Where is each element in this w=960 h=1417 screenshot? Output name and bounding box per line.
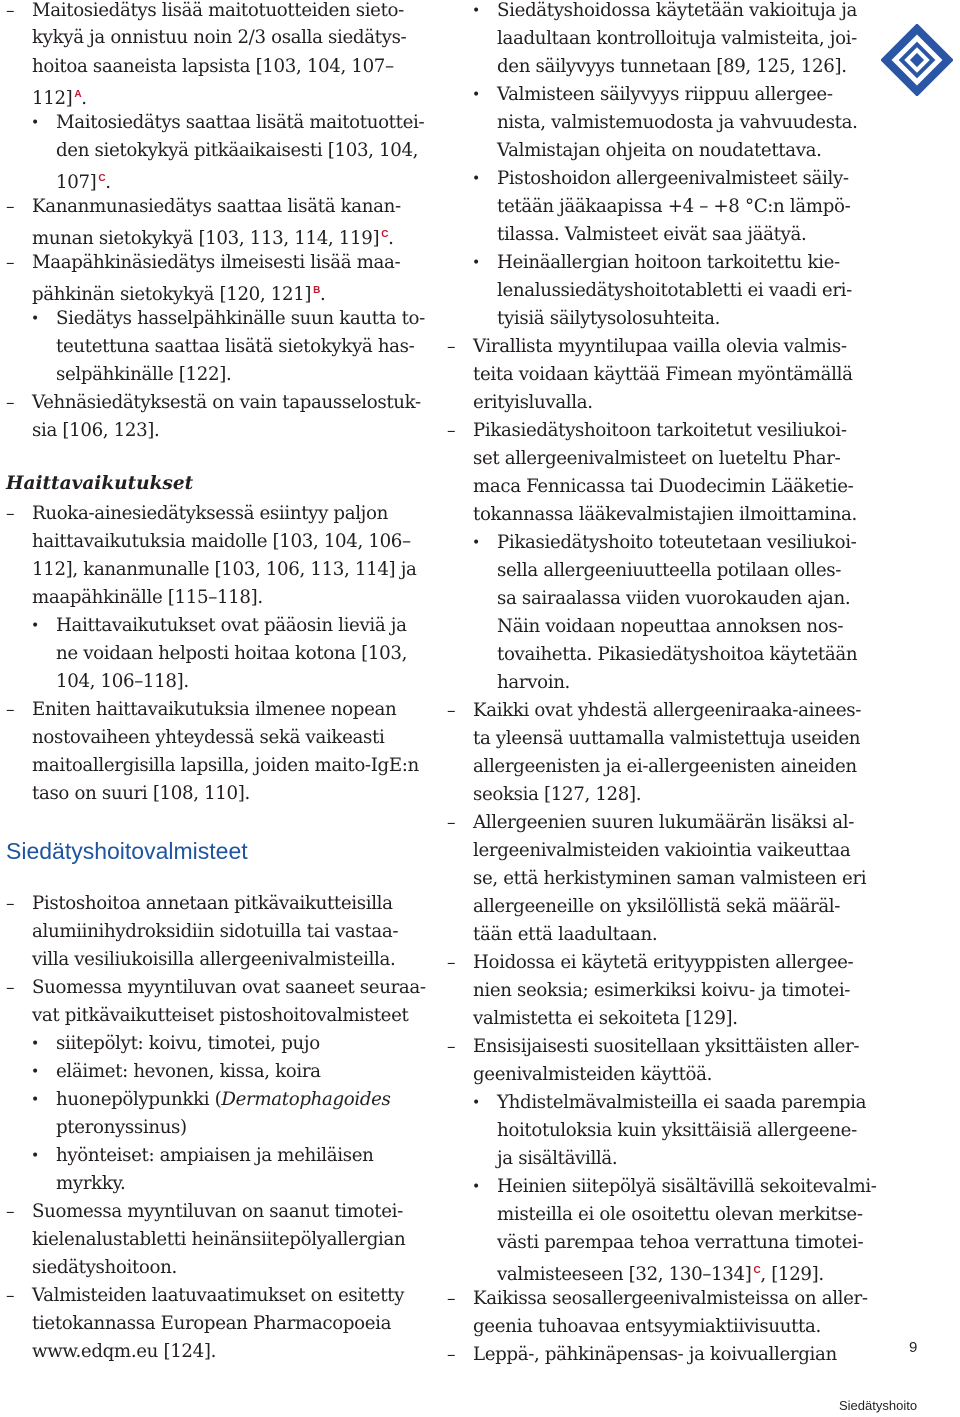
text-line: Pistoshoidon allergeenivalmisteet säily- [497, 168, 849, 189]
text-line: ne voidaan helposti hoitaa kotona [103, [56, 643, 408, 664]
dash-marker: – [6, 393, 15, 413]
text-line: Näin voidaan nopeuttaa annoksen nos- [497, 616, 844, 637]
text-line: sia [106, 123]. [32, 420, 160, 441]
text-line: Allergeenien suuren lukumäärän lisäksi al- [473, 812, 854, 833]
text-line: tietokannassa European Pharmacopoeia [32, 1313, 392, 1334]
dash-marker: – [447, 1037, 456, 1057]
text-line: Kananmunasiedätys saattaa lisätä kanan- [32, 196, 401, 217]
evidence-grade: A [74, 89, 82, 100]
text-line: pähkinän sietokykyä [120, 121] $^B$. [32, 284, 326, 306]
text-line: myrkky. [56, 1173, 126, 1194]
text-line: Maapähkinäsiedätys ilmeisesti lisää maa- [32, 252, 401, 273]
text-line: siedätyshoitoon. [32, 1257, 177, 1278]
text-line: tokannassa lääkevalmistajien ilmoittamina. [473, 504, 857, 525]
text-line: lergeenivalmisteiden vakiointia vaikeuttaa [473, 840, 851, 861]
text-line: tetään jääkaapissa +4 – +8 °C:n lämpö- [497, 196, 851, 217]
text-line: geenia tuhoavaa entsyymiaktiivisuutta. [473, 1316, 821, 1337]
bullet-marker: • [31, 618, 40, 634]
dash-marker: – [6, 894, 15, 914]
text-line: nista, valmistemuodosta ja vahvuudesta. [497, 112, 858, 133]
text-line: Pikasiedätyshoito toteutetaan vesiliukoi- [497, 532, 857, 553]
text-line: valmisteeseen [32, 130–134] $^C$, [129]. [497, 1264, 824, 1286]
text-line: Kaikki ovat yhdestä allergeeniraaka-ainees- [473, 700, 862, 721]
text-line: villa vesiliukoisilla allergeenivalmisteilla. [32, 949, 396, 970]
text-line: laadultaan kontrolloituja valmisteita, joi- [497, 28, 857, 49]
bullet-marker: • [31, 1036, 40, 1052]
text-line: tyisiä säilytysolosuhteita. [497, 308, 721, 329]
dash-marker: – [447, 337, 456, 357]
dash-marker: – [447, 1345, 456, 1365]
footer-label: Siedätyshoito [839, 1398, 918, 1413]
text-line: hyönteiset: ampiaisen ja mehiläisen [56, 1145, 374, 1166]
dash-marker: – [6, 253, 15, 273]
text-line: teutettuna saattaa lisätä sietokykyä has- [56, 336, 415, 357]
dash-marker: – [447, 701, 456, 721]
dash-marker: – [6, 1286, 15, 1306]
text-line: Leppä-, pähkinäpensas- ja koivuallergian [473, 1344, 837, 1365]
text-line: nostovaiheen yhteydessä sekä vaikeasti [32, 727, 385, 748]
text-line: misteilla ei ole osoitettu olevan merkitse- [497, 1204, 863, 1225]
text-line: valmistetta ei sekoiteta [129]. [473, 1008, 738, 1029]
text-line: kielenalustabletti heinänsiitepölyallergian [32, 1229, 406, 1250]
dash-marker: – [6, 1, 15, 21]
text-line: huonepölypunkki (Dermatophagoides [56, 1089, 391, 1110]
text-line: 107] $^C$. [56, 172, 111, 194]
text-line: lenalussiedätyshoitotabletti ei vaadi eri- [497, 280, 852, 301]
dash-marker: – [447, 1289, 456, 1309]
text-line: hoitotuloksia kuin yksittäisiä allergeene- [497, 1120, 857, 1141]
text-line: harvoin. [497, 672, 570, 693]
text-line: ta yleensä uuttamalla valmistettuja useiden [473, 728, 861, 749]
text-line: 112], kananmunalle [103, 106, 113, 114] ja [32, 559, 417, 580]
text-line: hoitoa saaneista lapsista [103, 104, 107– [32, 56, 394, 77]
text-line: Maitosiedätys lisää maitotuotteiden sieto- [32, 0, 404, 21]
text-line: alumiinihydroksidiin sidotuilla tai vastaa- [32, 921, 399, 942]
bullet-marker: • [31, 115, 40, 131]
text-line: haittavaikutuksia maidolle [103, 104, 106– [32, 531, 411, 552]
bullet-marker: • [472, 87, 481, 103]
text-line: Heinien siitepölyä sisältävillä sekoitevalmi- [497, 1176, 877, 1197]
text-line: seoksia [127, 128]. [473, 784, 642, 805]
diamond-logo-icon [881, 24, 953, 96]
species-name: Dermatophagoides [221, 1089, 391, 1110]
bullet-marker: • [472, 1095, 481, 1111]
text-line: Yhdistelmävalmisteilla ei saada parempia [497, 1092, 867, 1113]
text-line: tään että laadultaan. [473, 924, 658, 945]
text-line: maitoallergisilla lapsilla, joiden maito-IgE:n [32, 755, 419, 776]
text-line: Ruoka-ainesiedätyksessä esiintyy paljon [32, 503, 388, 524]
text-line: munan sietokykyä [103, 113, 114, 119] $^C$. [32, 228, 394, 250]
text-line: Eniten haittavaikutuksia ilmenee nopean [32, 699, 397, 720]
text-line: Valmisteen säilyvyys riippuu allergee- [497, 84, 833, 105]
text-line: tovaihetta. Pikasiedätyshoitoa käytetään [497, 644, 858, 665]
text-line: Siedätys hasselpähkinälle suun kautta to- [56, 308, 425, 329]
text-line: Suomessa myyntiluvan on saanut timotei- [32, 1201, 403, 1222]
text-line: ja sisältävillä. [497, 1148, 618, 1169]
dash-marker: – [447, 813, 456, 833]
dash-marker: – [447, 953, 456, 973]
evidence-grade: B [313, 285, 321, 296]
dash-marker: – [6, 504, 15, 524]
text-line: Valmistajan ohjeita on noudatettava. [497, 140, 822, 161]
text-line: allergeenisten ja ei-allergeenisten aineiden [473, 756, 857, 777]
bullet-marker: • [472, 171, 481, 187]
dash-marker: – [6, 1202, 15, 1222]
evidence-grade: C [753, 1265, 761, 1276]
dash-marker: – [6, 700, 15, 720]
text-line: Pistoshoitoa annetaan pitkävaikutteisilla [32, 893, 393, 914]
text-line: set allergeenivalmisteet on lueteltu Phar- [473, 448, 841, 469]
bullet-marker: • [472, 3, 481, 19]
text-line: teita voidaan käyttää Fimean myöntämällä [473, 364, 853, 385]
text-line: Kaikissa seosallergeenivalmisteissa on aller- [473, 1288, 868, 1309]
text-line: Suomessa myyntiluvan ovat saaneet seuraa- [32, 977, 426, 998]
text-line: västi parempaa tehoa verrattuna timotei- [497, 1232, 864, 1253]
text-line: siitepölyt: koivu, timotei, pujo [56, 1033, 320, 1054]
evidence-grade: C [381, 229, 389, 240]
evidence-grade: C [98, 173, 106, 184]
text-line: maapähkinälle [115–118]. [32, 587, 263, 608]
text-line: den säilyvyys tunnetaan [89, 125, 126]. [497, 56, 847, 77]
text-line: selpähkinälle [122]. [56, 364, 232, 385]
text-line: erityisluvalla. [473, 392, 593, 413]
text-line: Siedätyshoidossa käytetään vakioituja ja [497, 0, 857, 21]
text-line: eläimet: hevonen, kissa, koira [56, 1061, 321, 1082]
text-line: Ensisijaisesti suositellaan yksittäisten aller- [473, 1036, 860, 1057]
text-line: sa sairaalassa viiden vuorokauden ajan. [497, 588, 851, 609]
text-line: allergeeneille on yksilöllistä sekä määräl- [473, 896, 841, 917]
text-line: se, että herkistyminen saman valmisteen eri [473, 868, 867, 889]
text-line: Maitosiedätys saattaa lisätä maitotuottei- [56, 112, 425, 133]
bullet-marker: • [31, 1148, 40, 1164]
bullet-marker: • [472, 255, 481, 271]
section-title: Siedätyshoitovalmisteet [6, 838, 248, 864]
text-line: kykyä ja onnistuu noin 2/3 osalla siedätys- [32, 27, 407, 48]
subheading: Haittavaikutukset [6, 473, 194, 494]
bullet-marker: • [472, 535, 481, 551]
text-line: taso on suuri [108, 110]. [32, 783, 250, 804]
dash-marker: – [6, 978, 15, 998]
dash-marker: – [447, 421, 456, 441]
text-line: Valmisteiden laatuvaatimukset on esitetty [32, 1285, 405, 1306]
page-number: 9 [909, 1339, 918, 1356]
text-line: den sietokykyä pitkäaikaisesti [103, 104, [56, 140, 419, 161]
bullet-marker: • [31, 311, 40, 327]
text-line: geenivalmisteiden käyttöä. [473, 1064, 713, 1085]
text-line: nien seoksia; esimerkiksi koivu- ja timotei- [473, 980, 851, 1001]
text-line: sella allergeeniuutteella potilaan olles- [497, 560, 842, 581]
bullet-marker: • [31, 1092, 40, 1108]
text-line: Pikasiedätyshoitoon tarkoitetut vesiliukoi- [473, 420, 847, 441]
text-line: Vehnäsiedätyksestä on vain tapausselostuk- [32, 392, 421, 413]
text-line: pteronyssinus) [56, 1117, 187, 1138]
text-line: Heinäallergian hoitoon tarkoitettu kie- [497, 252, 840, 273]
text-line: maca Fennicassa tai Duodecimin Lääketie- [473, 476, 854, 497]
dash-marker: – [6, 197, 15, 217]
text-line: Haittavaikutukset ovat pääosin lieviä ja [56, 615, 407, 636]
text-line: vat pitkävaikutteiset pistoshoitovalmisteet [32, 1005, 409, 1026]
bullet-marker: • [472, 1179, 481, 1195]
text-line: Virallista myyntilupaa vailla olevia valmis- [473, 336, 847, 357]
bullet-marker: • [31, 1064, 40, 1080]
text-line: tilassa. Valmisteet eivät saa jäätyä. [497, 224, 807, 245]
text-line: 104, 106–118]. [56, 671, 189, 692]
text-line: Hoidossa ei käytetä erityyppisten allergee- [473, 952, 854, 973]
text-line: www.edqm.eu [124]. [32, 1341, 217, 1362]
text-line: 112] $^A$. [32, 88, 87, 110]
